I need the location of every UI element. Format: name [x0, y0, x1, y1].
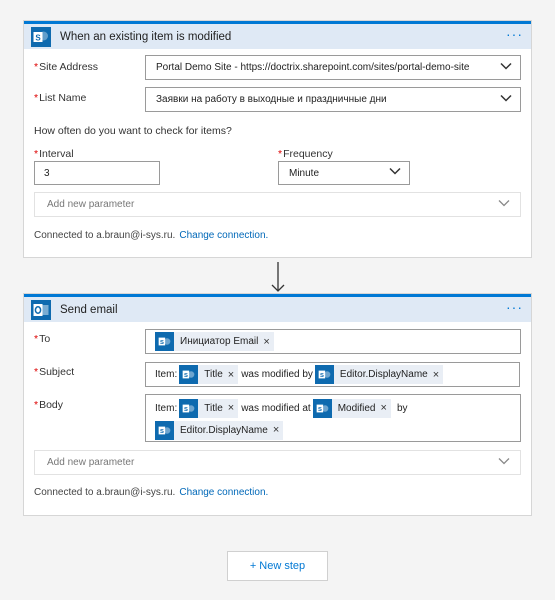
- trigger-card: [23, 20, 532, 258]
- svg-text:S: S: [159, 339, 164, 346]
- svg-text:S: S: [319, 372, 324, 379]
- dynamic-token: [179, 365, 238, 384]
- flow-arrow-icon: [270, 262, 286, 297]
- sharepoint-icon: [179, 399, 198, 418]
- token-label: Title: [204, 402, 223, 414]
- chevron-down-icon: [498, 457, 510, 468]
- chevron-down-icon: [498, 199, 510, 210]
- remove-token-icon[interactable]: ×: [272, 424, 280, 436]
- send-email-title: Send email: [60, 303, 118, 316]
- interval-label: *Interval: [34, 148, 74, 160]
- send-email-card-header[interactable]: [24, 294, 531, 322]
- trigger-card-header[interactable]: [24, 21, 531, 49]
- token-label: Title: [204, 369, 223, 380]
- change-connection-link[interactable]: Change connection.: [179, 487, 269, 498]
- dynamic-token: [155, 332, 274, 351]
- sharepoint-icon: [30, 26, 52, 48]
- connection-info: Connected to a.braun@i-sys.ru. Change connection.: [34, 487, 269, 498]
- subject-label: *Subject: [34, 366, 75, 378]
- body-input[interactable]: [145, 394, 521, 442]
- trigger-title: When an existing item is modified: [60, 30, 232, 43]
- frequency-label: *Frequency: [278, 148, 333, 160]
- to-input[interactable]: [145, 329, 521, 354]
- token-label: Modified: [337, 402, 376, 414]
- interval-input[interactable]: 3: [34, 161, 160, 185]
- add-new-parameter-dropdown[interactable]: Add new parameter: [34, 450, 521, 475]
- change-connection-link[interactable]: Change connection.: [179, 230, 269, 241]
- list-name-dropdown[interactable]: Заявки на работу в выходные и праздничные дни: [145, 87, 521, 112]
- dynamic-token: [315, 365, 443, 384]
- svg-text:S: S: [184, 372, 189, 379]
- dynamic-token: [179, 399, 238, 418]
- chevron-down-icon: [500, 62, 512, 73]
- connection-info: Connected to a.braun@i-sys.ru. Change connection.: [34, 230, 269, 241]
- frequency-dropdown[interactable]: Minute: [278, 161, 410, 185]
- dynamic-token: [155, 421, 283, 440]
- body-line-1: Item: S Title × was modified at S Modified × by: [155, 397, 520, 419]
- send-email-card: [23, 293, 532, 516]
- dynamic-token: [313, 399, 391, 418]
- body-line-2: [155, 419, 520, 441]
- svg-text:S: S: [159, 428, 164, 435]
- chevron-down-icon: [389, 168, 401, 179]
- outlook-icon: [30, 299, 52, 321]
- remove-token-icon[interactable]: ×: [227, 368, 235, 381]
- sharepoint-icon: [315, 365, 334, 384]
- sharepoint-icon: [313, 399, 332, 418]
- list-name-label: *List Name: [34, 92, 87, 104]
- more-options-icon[interactable]: ···: [506, 26, 523, 42]
- remove-token-icon[interactable]: ×: [227, 402, 235, 414]
- subject-input[interactable]: Item: S Title × was modified by S Editor.DisplayName ×: [145, 362, 520, 387]
- body-label: *Body: [34, 399, 64, 411]
- chevron-down-icon: [500, 94, 512, 105]
- token-label: Editor.DisplayName: [180, 424, 268, 436]
- remove-token-icon[interactable]: ×: [432, 368, 440, 381]
- remove-token-icon[interactable]: ×: [263, 335, 270, 348]
- remove-token-icon[interactable]: ×: [380, 402, 387, 414]
- new-step-button[interactable]: + New step: [227, 551, 328, 581]
- site-address-label: *Site Address: [34, 61, 99, 73]
- site-address-dropdown[interactable]: Portal Demo Site - https://doctrix.sharepoint.com/sites/portal-demo-site: [145, 55, 521, 80]
- sharepoint-icon: [179, 365, 198, 384]
- token-label: Editor.DisplayName: [339, 369, 428, 380]
- add-new-parameter-dropdown[interactable]: Add new parameter: [34, 192, 521, 217]
- svg-text:S: S: [317, 406, 322, 413]
- svg-text:S: S: [35, 32, 41, 42]
- svg-text:S: S: [184, 406, 189, 413]
- token-label: Инициатор Email: [180, 336, 259, 347]
- check-frequency-question: How often do you want to check for items?: [34, 125, 232, 137]
- more-options-icon[interactable]: ···: [506, 299, 523, 315]
- to-label: *To: [34, 333, 51, 345]
- sharepoint-icon: [155, 421, 174, 440]
- sharepoint-icon: [155, 332, 174, 351]
